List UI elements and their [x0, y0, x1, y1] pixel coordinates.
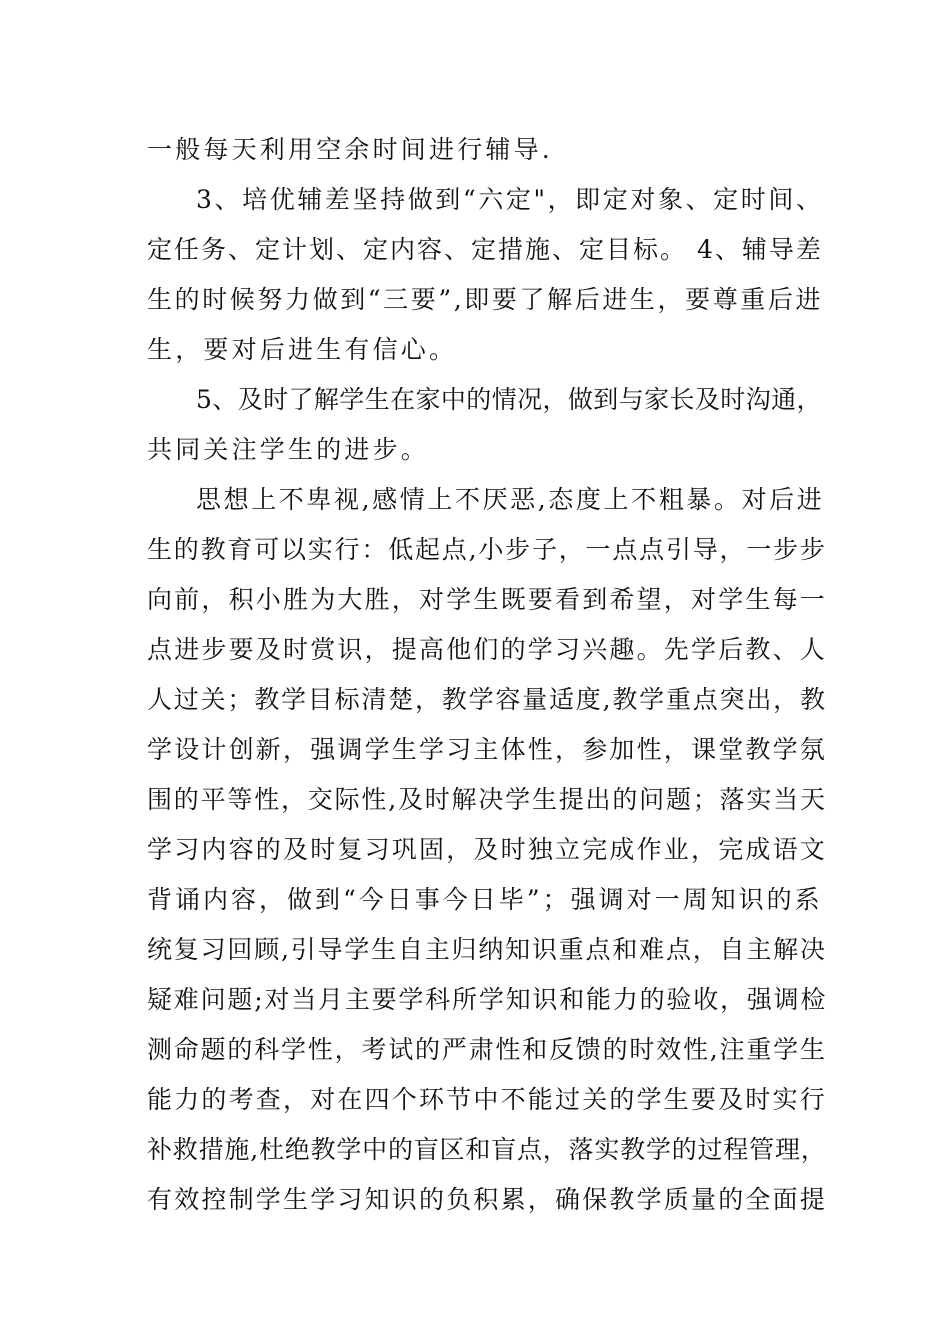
text-line: 生，要对后进生有信心。 [147, 335, 458, 364]
text-line: 背诵内容，做到“今日事今日毕”；强调对一周知识的系 [147, 885, 823, 914]
text-line: 疑难问题;对当月主要学科所学知识和能力的验收，强调检 [147, 985, 828, 1014]
text-line: 能力的考查，对在四个环节中不能过关的学生要及时实行 [147, 1085, 828, 1114]
text-line: 5、及时了解学生在家中的情况，做到与家长及时沟通， [196, 385, 822, 414]
text-line: 定任务、定计划、定内容、定措施、定目标。 4、辅导差 [147, 235, 823, 264]
text-line: 人过关；教学目标清楚，教学容量适度,教学重点突出，教 [147, 685, 827, 714]
text-line: 有效控制学生学习知识的负积累，确保教学质量的全面提 [147, 1185, 828, 1214]
text-line: 点进步要及时赏识，提高他们的学习兴趣。先学后教、人 [147, 635, 828, 664]
text-line: 测命题的科学性，考试的严肃性和反馈的时效性,注重学生 [147, 1035, 827, 1064]
text-line: 学习内容的及时复习巩固，及时独立完成作业，完成语文 [147, 835, 828, 864]
text-line: 学设计创新，强调学生学习主体性，参加性，课堂教学氛 [147, 735, 828, 764]
text-line: 3、培优辅差坚持做到“六定"，即定对象、定时间、 [196, 185, 824, 214]
text-line: 围的平等性，交际性,及时解决学生提出的问题；落实当天 [147, 785, 827, 814]
text-line: 向前，积小胜为大胜，对学生既要看到希望，对学生每一 [147, 585, 828, 614]
text-line: 补救措施,杜绝教学中的盲区和盲点，落实教学的过程管理， [147, 1135, 827, 1164]
text-line: 共同关注学生的进步。 [147, 435, 430, 464]
text-line: 思想上不卑视,感情上不厌恶,态度上不粗暴。对后进 [196, 485, 825, 514]
text-line: 一般每天利用空余时间进行辅导. [147, 135, 553, 164]
text-line: 生的教育可以实行：低起点,小步子，一点点引导，一步步 [147, 535, 827, 564]
text-line: 生的时候努力做到“三要”,即要了解后进生，要尊重后进 [147, 285, 824, 314]
text-line: 统复习回顾,引导学生自主归纳知识重点和难点，自主解决 [147, 935, 827, 964]
